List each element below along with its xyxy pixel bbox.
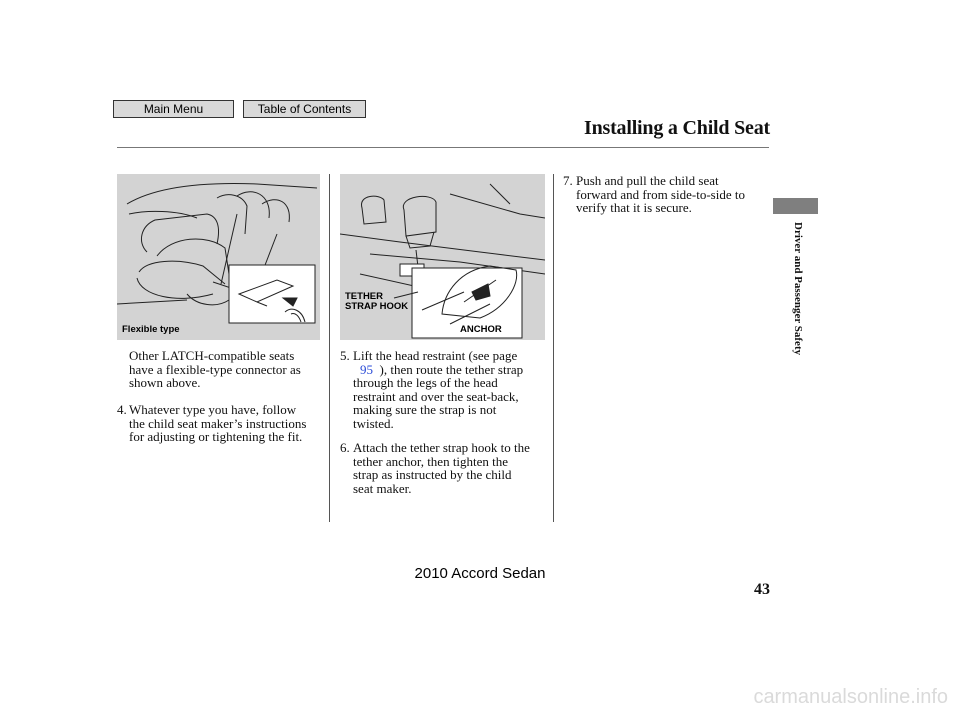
step-5 [340, 349, 552, 430]
section-tab-marker [773, 198, 818, 214]
step-7 [563, 174, 773, 215]
column-divider [329, 174, 330, 522]
text-line: the child seat maker’s instructions [129, 415, 307, 431]
figure-tether-anchor [340, 174, 545, 340]
text-line: verify that it is secure. [576, 200, 692, 215]
figure-label-strap-hook: STRAP HOOK [345, 301, 409, 312]
text-line: through the legs of the head [353, 375, 498, 390]
page-title: Installing a Child Seat [583, 117, 770, 139]
footer-model-name: 2010 Accord Sedan [414, 565, 546, 582]
text-line: Whatever type you have, follow [129, 402, 297, 417]
text-line: ), then route the tether strap [379, 361, 524, 377]
text-line: making sure the strap is not [353, 402, 497, 417]
text-line: Lift the head restraint (see page [353, 348, 518, 363]
step-number: 5. [340, 348, 350, 363]
latch-intro-paragraph [129, 349, 329, 390]
text-line: Other LATCH-compatible seats [129, 348, 295, 363]
figure-label-tether: TETHER [345, 291, 383, 302]
column-divider [553, 174, 554, 522]
figure-flexible-type [117, 174, 320, 340]
figure-label-anchor: ANCHOR [460, 324, 502, 335]
text-line: forward and from side-to-side to [576, 186, 745, 202]
text-line: have a flexible-type connector as [129, 361, 301, 377]
child-seat-illustration [117, 174, 320, 340]
text-line: Push and pull the child seat [576, 173, 719, 188]
tether-anchor-illustration [340, 174, 545, 340]
text-line: shown above. [129, 375, 201, 390]
text-line: restraint and over the seat-back, [353, 388, 519, 404]
figure-caption-flexible-type: Flexible type [122, 324, 180, 335]
text-line: tether anchor, then tighten the [353, 453, 509, 469]
text-line: seat maker. [353, 480, 412, 496]
header-rule [117, 147, 769, 148]
section-tab-label: Driver and Passenger Safety [792, 222, 804, 356]
step-4 [117, 403, 327, 444]
text-line: for adjusting or tightening the fit. [129, 429, 303, 444]
step-number: 6. [340, 440, 350, 455]
step-number: 4. [117, 402, 127, 417]
step-6 [340, 441, 552, 495]
watermark: carmanualsonline.info [753, 685, 948, 708]
main-menu-button[interactable]: Main Menu [113, 100, 234, 118]
table-of-contents-button[interactable]: Table of Contents [243, 100, 366, 118]
page-95-link[interactable]: 95 [360, 361, 373, 377]
step-number: 7. [563, 173, 573, 188]
page-number: 43 [754, 581, 770, 598]
text-line: twisted. [353, 415, 394, 431]
text-line: strap as instructed by the child [353, 467, 512, 482]
text-line: Attach the tether strap hook to the [353, 440, 530, 455]
